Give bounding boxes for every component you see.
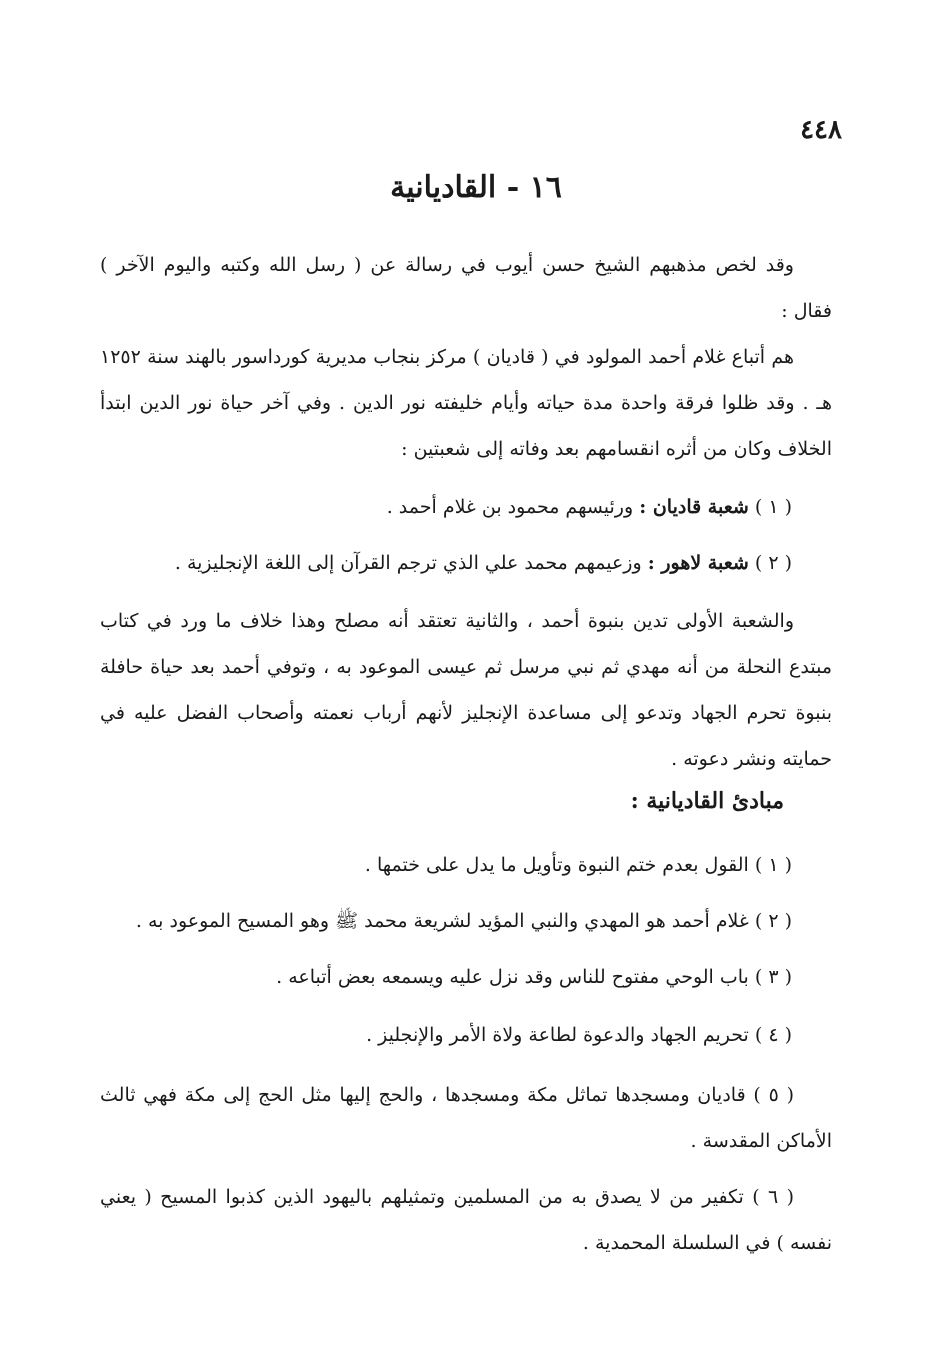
principle-item: ( ٥ ) قاديان ومسجدها تماثل مكة ومسجدها ، والحج إليها مثل الحج إلى مكة فهي ثالث الأماكن المقدسة . (100, 1084, 832, 1152)
principle-item: ( ٦ ) تكفير من لا يصدق به من المسلمين وتمثيلهم باليهود الذين كذبوا المسيح ( يعني نفسه ) في السلسلة المحمدية . (100, 1186, 832, 1254)
intro-paragraph: وقد لخص مذهبهم الشيخ حسن أيوب في رسالة عن ( رسل الله وكتبه واليوم الآخر ) فقال : (100, 254, 832, 322)
page-number: ٤٤٨ (800, 115, 842, 145)
principle-item: ( ٢ ) غلام أحمد هو المهدي والنبي المؤيد لشريعة محمد ﷺ وهو المسيح الموعود به . (135, 910, 792, 932)
principles-heading: مبادئ القاديانية : (630, 788, 784, 814)
principle-item: ( ١ ) القول بعدم ختم النبوة وتأويل ما يدل على ختمها . (364, 854, 792, 876)
branch-number: ( ١ ) (754, 496, 792, 518)
branch-number: ( ٢ ) (754, 552, 792, 574)
branch-name: شعبة قاديان : (639, 496, 749, 518)
branch-item (100, 484, 792, 530)
branch-name: شعبة لاهور : (647, 552, 749, 574)
branch-item (100, 540, 792, 586)
branch-text: ورئيسهم محمود بن غلام أحمد . (386, 496, 634, 518)
beliefs-paragraph: والشعبة الأولى تدين بنبوة أحمد ، والثانية تعتقد أنه مصلح وهذا خلاف ما ورد في كتاب مبتدع النحلة من أنه مهدي ثم نبي مرسل ثم عيسى الموعود به ، وتوفي أحمد بعد حياة حافلة بنبوة تحرم الجهاد وتدعو إلى مساعدة الإنجليز لأنهم أرباب نعمته وأصحاب الفضل عليه في حمايته ونشر دعوته . (100, 610, 832, 770)
origin-paragraph: هم أتباع غلام أحمد المولود في ( قاديان ) مركز بنجاب مديرية كورداسور بالهند سنة ١٢٥٢ هـ . وقد ظلوا فرقة واحدة مدة حياته وأيام خليفته نور الدين . وفي آخر حياة نور الدين ابتدأ الخلاف وكان من أثره انقسامهم بعد وفاته إلى شعبتين : (100, 346, 832, 460)
principle-item: ( ٣ ) باب الوحي مفتوح للناس وقد نزل عليه ويسمعه بعض أتباعه . (276, 966, 792, 988)
branch-text: وزعيمهم محمد علي الذي ترجم القرآن إلى اللغة الإنجليزية . (174, 552, 642, 574)
chapter-title: ١٦ - القاديانية (390, 170, 562, 205)
principle-item: ( ٤ ) تحريم الجهاد والدعوة لطاعة ولاة الأمر والإنجليز . (366, 1024, 792, 1046)
